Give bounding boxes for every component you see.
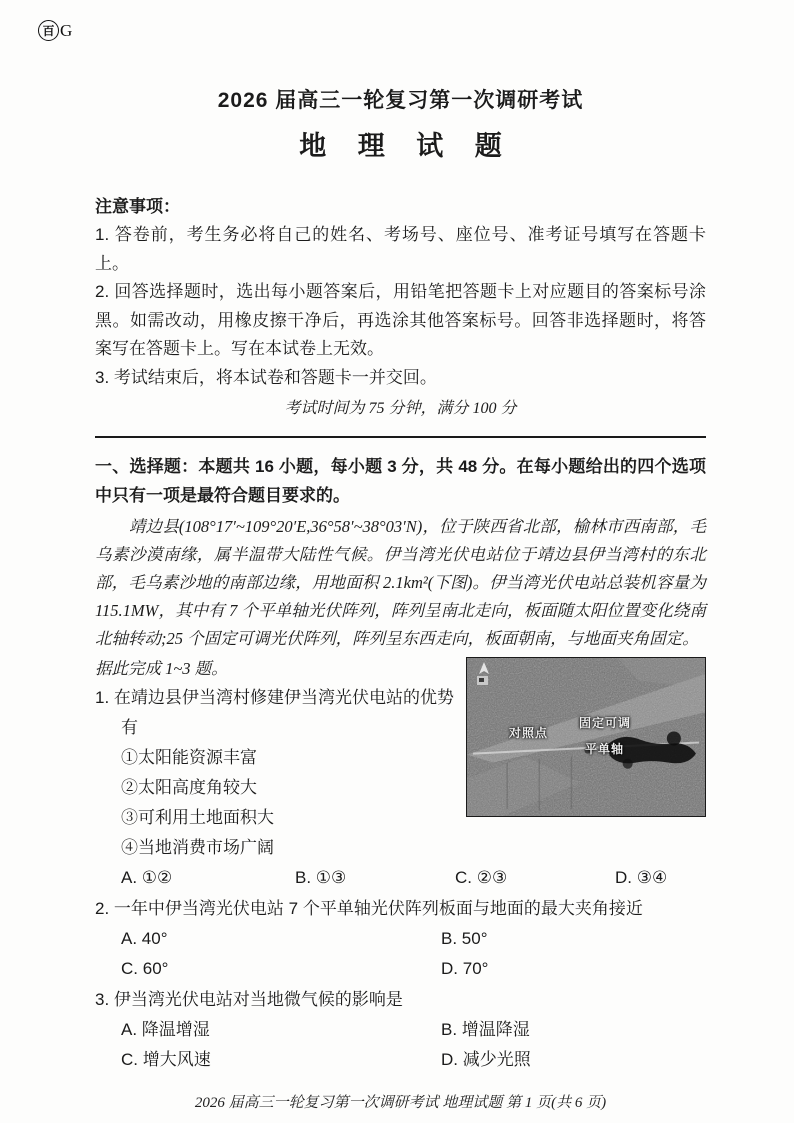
question-3-text: 伊当湾光伏电站对当地微气候的影响是 (113, 990, 403, 1009)
option-2c: C. 60° (121, 959, 169, 978)
option-1c: C. ②③ (455, 868, 508, 887)
question-2-options (121, 924, 706, 984)
notice-item-1: 1. 答卷前，考生务必将自己的姓名、考场号、座位号、准考证号填写在答题卡上。 (95, 225, 706, 273)
label-single-axis: 平单轴 (585, 742, 625, 756)
brand-circle-icon: 百 (38, 20, 59, 41)
option-1d: D. ③④ (615, 868, 668, 887)
section-heading: 一、选择题：本题共 16 小题，每小题 3 分，共 48 分。在每小题给出的四个选项中只有一项是最符合题目要求的。 (95, 457, 706, 505)
choice-section (95, 452, 706, 1075)
brand-suffix: G (60, 20, 73, 40)
question-2 (95, 894, 706, 984)
notice-section (95, 193, 706, 422)
exam-time-note: 考试时间为 75 分钟，满分 100 分 (284, 400, 517, 417)
question-1-subitem-1: ①太阳能资源丰富 (121, 748, 257, 767)
notice-item-3: 3. 考试结束后，将本试卷和答题卡一并交回。 (95, 367, 437, 387)
question-1-text: 在靖边县伊当湾村修建伊当湾光伏电站的优势有 (113, 688, 454, 737)
question-2-text: 一年中伊当湾光伏电站 7 个平单轴光伏阵列板面与地面的最大夹角接近 (113, 899, 643, 918)
intro-paragraph: 靖边县(108°17′~109°20′E,36°58′~38°03′N)，位于陕西省北部，榆林市西南部，毛乌素沙漠南缘，属半温带大陆性气候。伊当湾光伏电站位于靖边县伊当湾村的东北部，毛乌素沙地的南部边缘，用地面积 2.1km²(下图)。伊当湾光伏电站总装机容量为 115.1MW，其中有 7 个平单轴光伏阵列，阵列呈南北走向，板面随太阳位置变化绕南北轴转动;25 个固定可调光伏阵列，阵列呈东西走向，板面朝南，与地面夹角固定。 (95, 517, 706, 648)
option-3a: A. 降温增湿 (121, 1020, 210, 1039)
label-control-point: 对照点 (509, 726, 549, 740)
divider-rule (95, 436, 706, 438)
option-3d: D. 减少光照 (441, 1050, 531, 1069)
option-2b: B. 50° (441, 929, 488, 948)
question-1-subitem-3: ③可利用土地面积大 (121, 808, 274, 827)
brand-logo (38, 20, 72, 41)
question-3-stem (95, 985, 706, 1015)
option-1a: A. ①② (121, 868, 173, 887)
notice-heading: 注意事项： (95, 197, 180, 216)
question-2-number: 2. (95, 899, 110, 918)
question-1-number: 1. (95, 688, 110, 707)
exam-subtitle: 地 理 试 题 (299, 131, 514, 161)
option-1b: B. ①③ (295, 868, 347, 887)
option-3b: B. 增温降湿 (441, 1020, 530, 1039)
question-1-subitem-4: ④当地消费市场广阔 (121, 838, 274, 857)
question-1-subitem-2: ②太阳高度角较大 (121, 778, 257, 797)
label-fixed-adjustable: 固定可调 (579, 716, 632, 730)
satellite-image (467, 658, 705, 816)
question-1-area (95, 655, 706, 893)
option-2d: D. 70° (441, 959, 489, 978)
notice-item-2: 2. 回答选择题时，选出每小题答案后，用铅笔把答题卡上对应题目的答案标号涂黑。如需改动，用橡皮擦干净后，再选涂其他答案标号。回答非选择题时，将答案写在答题卡上。写在本试卷上无效。 (95, 282, 706, 358)
exam-title: 2026 届高三一轮复习第一次调研考试 (217, 89, 584, 112)
page-footer: 2026 届高三一轮复习第一次调研考试 地理试题 第 1 页(共 6 页) (194, 1095, 607, 1111)
option-2a: A. 40° (121, 929, 168, 948)
question-1-options (121, 863, 706, 893)
intro-closing: 据此完成 1~3 题。 (95, 659, 228, 678)
north-arrow-icon (474, 661, 494, 692)
question-3-options (121, 1015, 706, 1075)
question-3-number: 3. (95, 990, 110, 1009)
question-3 (95, 985, 706, 1075)
option-3c: C. 增大风速 (121, 1050, 211, 1069)
question-2-stem (95, 894, 706, 924)
satellite-photo (466, 657, 706, 817)
